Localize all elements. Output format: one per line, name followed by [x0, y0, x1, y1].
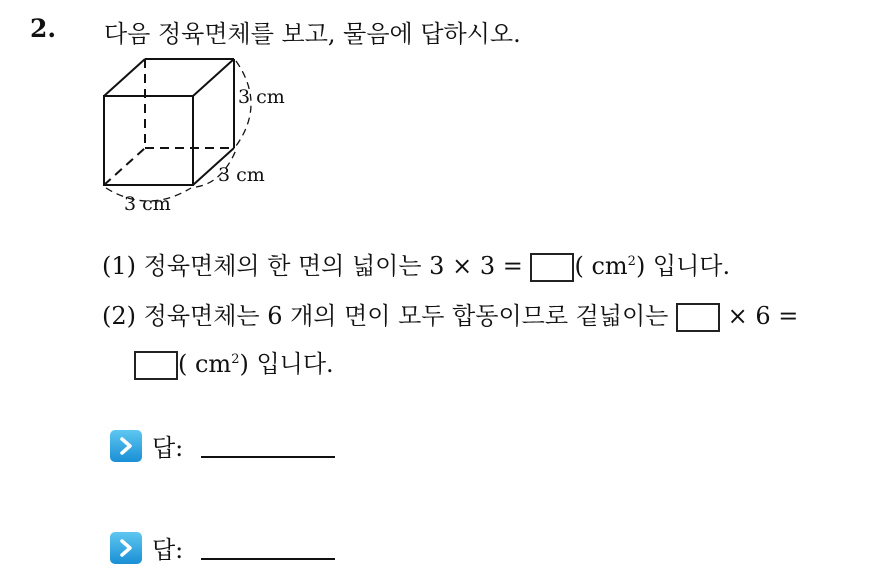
subquestion-1-unit: ( $cm^2$) 입니다.	[574, 252, 731, 280]
subquestion-2-continued	[134, 344, 334, 380]
chevron-right-icon	[110, 430, 142, 462]
edge-label-height: 3 cm	[238, 86, 285, 108]
answer-box-2[interactable]	[676, 303, 720, 332]
subquestion-2-multiplier: × 6 =	[727, 302, 799, 330]
subquestion-2	[102, 296, 798, 332]
subquestion-1	[102, 246, 730, 282]
edge-label-width: 3 cm	[124, 193, 171, 215]
question-text: 다음 정육면체를 보고, 물음에 답하시오.	[104, 20, 521, 48]
answer-box-1[interactable]	[530, 253, 574, 282]
subquestion-1-text: 정육면체의 한 면의 넓이는 3 × 3 =	[143, 252, 531, 280]
answer-label: 답:	[152, 536, 184, 564]
subquestion-1-number: (1)	[102, 252, 136, 280]
subquestion-2-text: 정육면체는 6 개의 면이 모두 합동이므로 겉넓이는	[143, 302, 676, 330]
question-number: 2.	[30, 14, 57, 43]
subquestion-2-number: (2)	[102, 302, 136, 330]
answer-label: 답:	[152, 434, 184, 462]
subquestion-2-unit: ( $cm^2$) 입니다.	[178, 350, 334, 378]
chevron-right-icon	[110, 532, 142, 564]
answer-row-1	[110, 428, 335, 463]
answer-line[interactable]	[201, 536, 335, 560]
answer-row-2	[110, 530, 335, 565]
answer-line[interactable]	[201, 434, 335, 458]
answer-box-3[interactable]	[134, 351, 178, 380]
edge-label-depth: 3 cm	[218, 164, 265, 186]
